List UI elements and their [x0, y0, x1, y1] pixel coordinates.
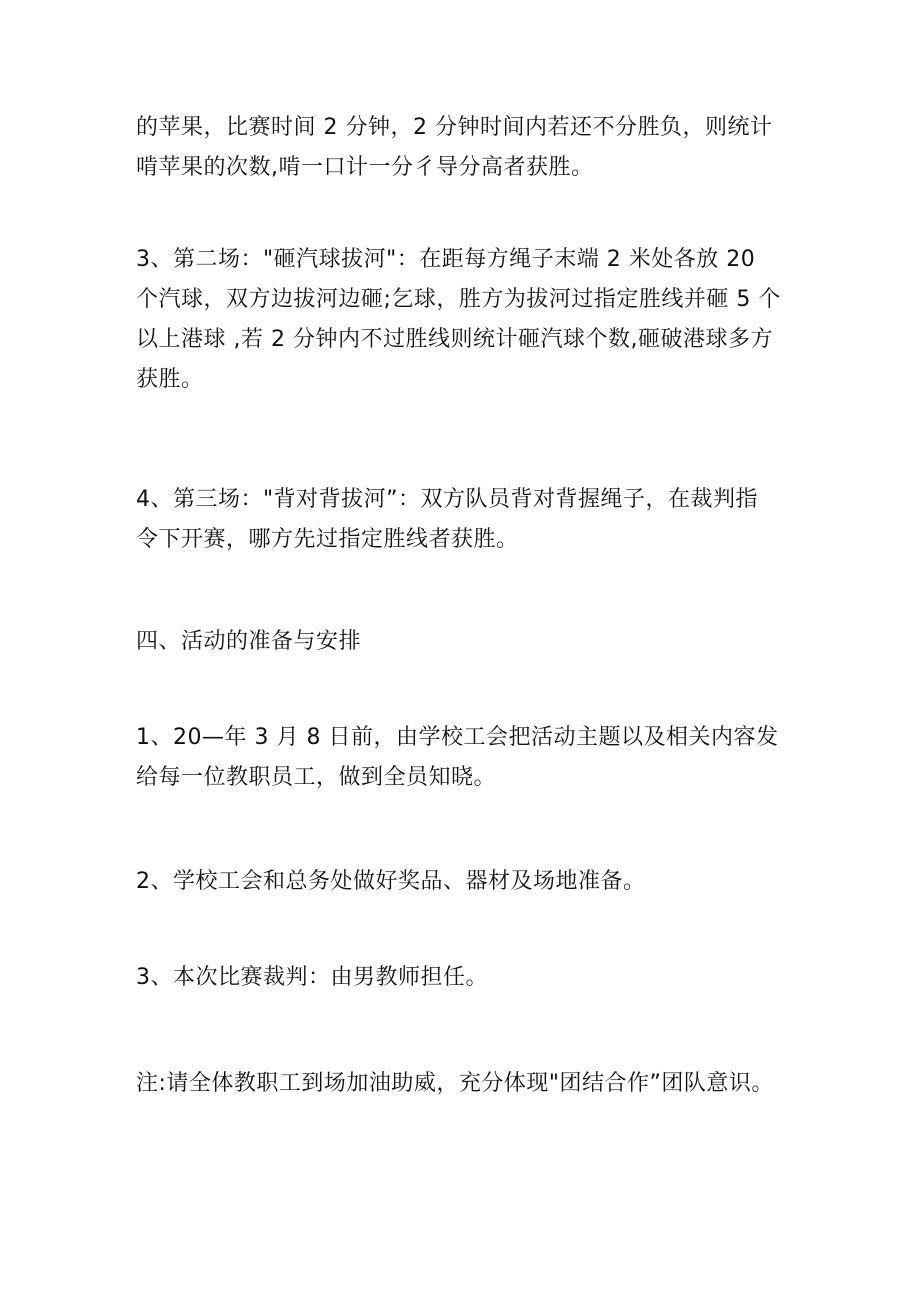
text-line: 注:请全体教职工到场加油助威，充分体现"团结合作”团队意识。 [136, 1071, 774, 1096]
text-line: 3、第二场："砸汽球拔河"：在距每方绳子末端 2 米处各放 20 [136, 247, 756, 272]
text-line: 给每一位教职员工，做到全员知晓。 [136, 765, 497, 790]
paragraph-notification [136, 718, 796, 798]
paragraph-back-to-back-tug-of-war [136, 480, 796, 560]
text-line: 啃苹果的次数,啃一口计一分彳导分高者获胜。 [136, 155, 594, 180]
text-line: 四、活动的准备与安排 [136, 629, 362, 654]
text-line: 3、本次比赛裁判：由男教师担任。 [136, 965, 488, 990]
text-line: 1、20—年 3 月 8 日前，由学校工会把活动主题以及相关内容发 [136, 725, 779, 750]
text-line: 以上港球 ,若 2 分钟内不过胜线则统计砸汽球个数,砸破港球多方 [136, 327, 773, 352]
paragraph-note [136, 1064, 796, 1104]
text-line: 令下开赛，哪方先过指定胜线者获胜。 [136, 527, 519, 552]
text-line: 的苹果，比赛时间 2 分钟，2 分钟时间内若还不分胜负，则统计 [136, 115, 773, 140]
text-line: 个汽球，双方边拔河边砸;乞球，胜方为拔河过指定胜线并砸 5 个 [136, 287, 781, 312]
paragraph-apple-rule [136, 108, 796, 188]
text-line: 2、学校工会和总务处做好奖品、器材及场地准备。 [136, 869, 646, 894]
paragraph-referee [136, 958, 796, 998]
paragraph-equipment [136, 862, 796, 902]
section-heading-preparation [136, 622, 796, 662]
text-line: 获胜。 [136, 367, 204, 392]
text-line: 4、第三场："背对背拔河”：双方队员背对背握绳子，在裁判指 [136, 487, 759, 512]
paragraph-balloon-tug-of-war [136, 240, 796, 400]
